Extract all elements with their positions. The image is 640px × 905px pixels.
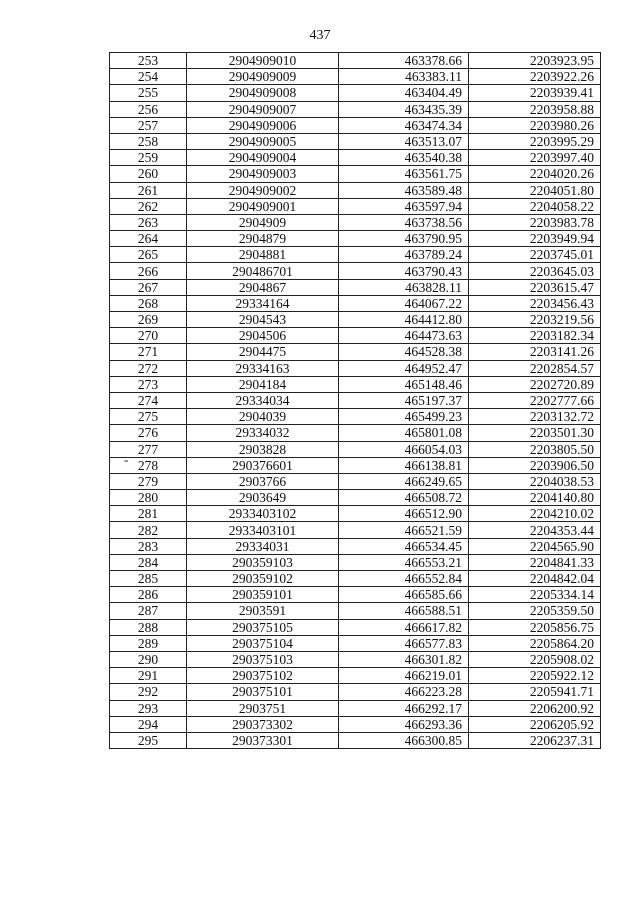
x-coordinate-cell: 464412.80	[339, 312, 469, 328]
table-row	[110, 295, 601, 311]
y-coordinate-cell: 2205922.12	[469, 668, 601, 684]
point-number-cell: 275	[110, 409, 187, 425]
y-coordinate-cell: 2203745.01	[469, 247, 601, 263]
table-row	[110, 392, 601, 408]
page-number: 437	[309, 28, 331, 43]
point-id-cell: 2904909007	[187, 101, 339, 117]
table-row	[110, 53, 601, 69]
point-id-cell: 2903591	[187, 603, 339, 619]
x-coordinate-cell: 466512.90	[339, 506, 469, 522]
y-coordinate-cell: 2203456.43	[469, 295, 601, 311]
x-coordinate-cell: 463474.34	[339, 117, 469, 133]
x-coordinate-cell: 463378.66	[339, 53, 469, 69]
x-coordinate-cell: 466588.51	[339, 603, 469, 619]
point-number-cell: 256	[110, 101, 187, 117]
y-coordinate-cell: 2204565.90	[469, 538, 601, 554]
y-coordinate-cell: 2202854.57	[469, 360, 601, 376]
point-id-cell: 2904909	[187, 214, 339, 230]
point-id-cell: 2903766	[187, 473, 339, 489]
y-coordinate-cell: 2203805.50	[469, 441, 601, 457]
point-id-cell: 290373301	[187, 732, 339, 748]
table-row	[110, 263, 601, 279]
point-id-cell: 2904475	[187, 344, 339, 360]
x-coordinate-cell: 463790.95	[339, 231, 469, 247]
y-coordinate-cell: 2205334.14	[469, 587, 601, 603]
point-number-cell: 262	[110, 198, 187, 214]
point-number-cell: 287	[110, 603, 187, 619]
point-id-cell: 290375105	[187, 619, 339, 635]
point-number-cell: 282	[110, 522, 187, 538]
point-id-cell: 2903828	[187, 441, 339, 457]
x-coordinate-cell: 466301.82	[339, 651, 469, 667]
table-row	[110, 668, 601, 684]
x-coordinate-cell: 466534.45	[339, 538, 469, 554]
table-row	[110, 587, 601, 603]
point-id-cell: 2933403101	[187, 522, 339, 538]
x-coordinate-cell: 466293.36	[339, 716, 469, 732]
table-row	[110, 69, 601, 85]
y-coordinate-cell: 2205941.71	[469, 684, 601, 700]
x-coordinate-cell: 466617.82	[339, 619, 469, 635]
y-coordinate-cell: 2203980.26	[469, 117, 601, 133]
table-row	[110, 85, 601, 101]
table-row	[110, 166, 601, 182]
x-coordinate-cell: 466585.66	[339, 587, 469, 603]
x-coordinate-cell: 465801.08	[339, 425, 469, 441]
point-number-cell: 272	[110, 360, 187, 376]
point-number-cell: 289	[110, 635, 187, 651]
point-id-cell: 2904909006	[187, 117, 339, 133]
y-coordinate-cell: 2203997.40	[469, 150, 601, 166]
x-coordinate-cell: 463738.56	[339, 214, 469, 230]
table-row	[110, 101, 601, 117]
point-id-cell: 2904909003	[187, 166, 339, 182]
point-id-cell: 2904909010	[187, 53, 339, 69]
table-row	[110, 279, 601, 295]
point-number-cell: 292	[110, 684, 187, 700]
point-number-cell: 288	[110, 619, 187, 635]
table-row	[110, 360, 601, 376]
table-row	[110, 409, 601, 425]
y-coordinate-cell: 2203219.56	[469, 312, 601, 328]
coordinates-table-body	[110, 53, 601, 749]
y-coordinate-cell: 2203995.29	[469, 133, 601, 149]
table-row	[110, 247, 601, 263]
x-coordinate-cell: 465148.46	[339, 376, 469, 392]
point-id-cell: 2904867	[187, 279, 339, 295]
table-row	[110, 457, 601, 473]
point-id-cell: 2904909004	[187, 150, 339, 166]
x-coordinate-cell: 466577.83	[339, 635, 469, 651]
table-row	[110, 619, 601, 635]
point-id-cell: 290375104	[187, 635, 339, 651]
table-row	[110, 684, 601, 700]
point-number-cell: 274	[110, 392, 187, 408]
point-number-cell: 266	[110, 263, 187, 279]
y-coordinate-cell: 2206237.31	[469, 732, 601, 748]
table-row	[110, 603, 601, 619]
y-coordinate-cell: 2206205.92	[469, 716, 601, 732]
y-coordinate-cell: 2203132.72	[469, 409, 601, 425]
point-id-cell: 2904506	[187, 328, 339, 344]
point-number-cell: 260	[110, 166, 187, 182]
stray-mark: -	[124, 452, 129, 467]
point-number-cell: 290	[110, 651, 187, 667]
table-row	[110, 441, 601, 457]
point-id-cell: 2903751	[187, 700, 339, 716]
x-coordinate-cell: 464067.22	[339, 295, 469, 311]
y-coordinate-cell: 2204140.80	[469, 490, 601, 506]
point-id-cell: 29334032	[187, 425, 339, 441]
y-coordinate-cell: 2203501.30	[469, 425, 601, 441]
point-id-cell: 290359101	[187, 587, 339, 603]
point-id-cell: 2904909008	[187, 85, 339, 101]
table-row	[110, 312, 601, 328]
point-number-cell: 253	[110, 53, 187, 69]
table-row	[110, 571, 601, 587]
point-number-cell: 259	[110, 150, 187, 166]
point-number-cell: 265	[110, 247, 187, 263]
point-id-cell: 290375102	[187, 668, 339, 684]
y-coordinate-cell: 2203615.47	[469, 279, 601, 295]
point-number-cell: 269	[110, 312, 187, 328]
point-id-cell: 290375103	[187, 651, 339, 667]
x-coordinate-cell: 463561.75	[339, 166, 469, 182]
y-coordinate-cell: 2206200.92	[469, 700, 601, 716]
table-row	[110, 651, 601, 667]
y-coordinate-cell: 2203923.95	[469, 53, 601, 69]
x-coordinate-cell: 463790.43	[339, 263, 469, 279]
table-row	[110, 506, 601, 522]
y-coordinate-cell: 2203949.94	[469, 231, 601, 247]
y-coordinate-cell: 2204038.53	[469, 473, 601, 489]
table-row	[110, 150, 601, 166]
point-id-cell: 2904543	[187, 312, 339, 328]
x-coordinate-cell: 463589.48	[339, 182, 469, 198]
y-coordinate-cell: 2203141.26	[469, 344, 601, 360]
point-number-cell: 281	[110, 506, 187, 522]
point-number-cell: 293	[110, 700, 187, 716]
table-row	[110, 635, 601, 651]
x-coordinate-cell: 466054.03	[339, 441, 469, 457]
x-coordinate-cell: 464528.38	[339, 344, 469, 360]
table-row	[110, 732, 601, 748]
y-coordinate-cell: 2202777.66	[469, 392, 601, 408]
point-number-cell: 285	[110, 571, 187, 587]
table-row	[110, 198, 601, 214]
y-coordinate-cell: 2205908.02	[469, 651, 601, 667]
table-row	[110, 716, 601, 732]
table-row	[110, 133, 601, 149]
point-number-cell: 261	[110, 182, 187, 198]
x-coordinate-cell: 466508.72	[339, 490, 469, 506]
table-row	[110, 554, 601, 570]
y-coordinate-cell: 2205856.75	[469, 619, 601, 635]
point-id-cell: 2904039	[187, 409, 339, 425]
point-number-cell: 280	[110, 490, 187, 506]
y-coordinate-cell: 2204051.80	[469, 182, 601, 198]
x-coordinate-cell: 466552.84	[339, 571, 469, 587]
y-coordinate-cell: 2205864.20	[469, 635, 601, 651]
point-number-cell: 257	[110, 117, 187, 133]
point-id-cell: 29334163	[187, 360, 339, 376]
table-row	[110, 344, 601, 360]
point-number-cell: 263	[110, 214, 187, 230]
y-coordinate-cell: 2204841.33	[469, 554, 601, 570]
point-id-cell: 2904879	[187, 231, 339, 247]
point-id-cell: 29334164	[187, 295, 339, 311]
point-number-cell: 283	[110, 538, 187, 554]
table-row	[110, 376, 601, 392]
x-coordinate-cell: 466292.17	[339, 700, 469, 716]
x-coordinate-cell: 463404.49	[339, 85, 469, 101]
x-coordinate-cell: 463597.94	[339, 198, 469, 214]
x-coordinate-cell: 465197.37	[339, 392, 469, 408]
x-coordinate-cell: 466223.28	[339, 684, 469, 700]
point-number-cell: 291	[110, 668, 187, 684]
point-id-cell: 2933403102	[187, 506, 339, 522]
x-coordinate-cell: 464473.63	[339, 328, 469, 344]
point-number-cell: 276	[110, 425, 187, 441]
x-coordinate-cell: 465499.23	[339, 409, 469, 425]
x-coordinate-cell: 463435.39	[339, 101, 469, 117]
table-row	[110, 425, 601, 441]
y-coordinate-cell: 2204020.26	[469, 166, 601, 182]
y-coordinate-cell: 2203645.03	[469, 263, 601, 279]
y-coordinate-cell: 2203939.41	[469, 85, 601, 101]
point-number-cell: 255	[110, 85, 187, 101]
y-coordinate-cell: 2203983.78	[469, 214, 601, 230]
point-number-cell: 273	[110, 376, 187, 392]
point-id-cell: 290376601	[187, 457, 339, 473]
y-coordinate-cell: 2203906.50	[469, 457, 601, 473]
point-id-cell: 290375101	[187, 684, 339, 700]
x-coordinate-cell: 466249.65	[339, 473, 469, 489]
point-id-cell: 2904909001	[187, 198, 339, 214]
point-number-cell: 268	[110, 295, 187, 311]
point-number-cell: 279	[110, 473, 187, 489]
point-id-cell: 290359103	[187, 554, 339, 570]
table-row	[110, 473, 601, 489]
point-number-cell: 270	[110, 328, 187, 344]
point-id-cell: 2904909005	[187, 133, 339, 149]
point-number-cell: 284	[110, 554, 187, 570]
y-coordinate-cell: 2204353.44	[469, 522, 601, 538]
point-id-cell: 29334034	[187, 392, 339, 408]
y-coordinate-cell: 2204058.22	[469, 198, 601, 214]
point-number-cell: 254	[110, 69, 187, 85]
point-id-cell: 29334031	[187, 538, 339, 554]
point-number-cell: 278	[110, 457, 187, 473]
x-coordinate-cell: 464952.47	[339, 360, 469, 376]
point-number-cell: 294	[110, 716, 187, 732]
y-coordinate-cell: 2203182.34	[469, 328, 601, 344]
x-coordinate-cell: 466553.21	[339, 554, 469, 570]
point-number-cell: 264	[110, 231, 187, 247]
point-id-cell: 2904909002	[187, 182, 339, 198]
point-id-cell: 2903649	[187, 490, 339, 506]
x-coordinate-cell: 466521.59	[339, 522, 469, 538]
table-row	[110, 538, 601, 554]
table-row	[110, 700, 601, 716]
x-coordinate-cell: 466300.85	[339, 732, 469, 748]
x-coordinate-cell: 463828.11	[339, 279, 469, 295]
y-coordinate-cell: 2204210.02	[469, 506, 601, 522]
point-number-cell: 277	[110, 441, 187, 457]
x-coordinate-cell: 463383.11	[339, 69, 469, 85]
point-id-cell: 290359102	[187, 571, 339, 587]
point-id-cell: 2904881	[187, 247, 339, 263]
y-coordinate-cell: 2205359.50	[469, 603, 601, 619]
table-row	[110, 522, 601, 538]
table-row	[110, 328, 601, 344]
point-id-cell: 2904184	[187, 376, 339, 392]
y-coordinate-cell: 2203958.88	[469, 101, 601, 117]
coordinates-table	[109, 52, 601, 749]
point-number-cell: 295	[110, 732, 187, 748]
y-coordinate-cell: 2204842.04	[469, 571, 601, 587]
table-row	[110, 182, 601, 198]
point-number-cell: 267	[110, 279, 187, 295]
point-id-cell: 2904909009	[187, 69, 339, 85]
table-row	[110, 214, 601, 230]
table-row	[110, 117, 601, 133]
point-id-cell: 290373302	[187, 716, 339, 732]
point-id-cell: 290486701	[187, 263, 339, 279]
x-coordinate-cell: 466219.01	[339, 668, 469, 684]
x-coordinate-cell: 463789.24	[339, 247, 469, 263]
table-row	[110, 490, 601, 506]
point-number-cell: 286	[110, 587, 187, 603]
point-number-cell: 271	[110, 344, 187, 360]
y-coordinate-cell: 2202720.89	[469, 376, 601, 392]
x-coordinate-cell: 466138.81	[339, 457, 469, 473]
x-coordinate-cell: 463513.07	[339, 133, 469, 149]
x-coordinate-cell: 463540.38	[339, 150, 469, 166]
table-row	[110, 231, 601, 247]
point-number-cell: 258	[110, 133, 187, 149]
y-coordinate-cell: 2203922.26	[469, 69, 601, 85]
